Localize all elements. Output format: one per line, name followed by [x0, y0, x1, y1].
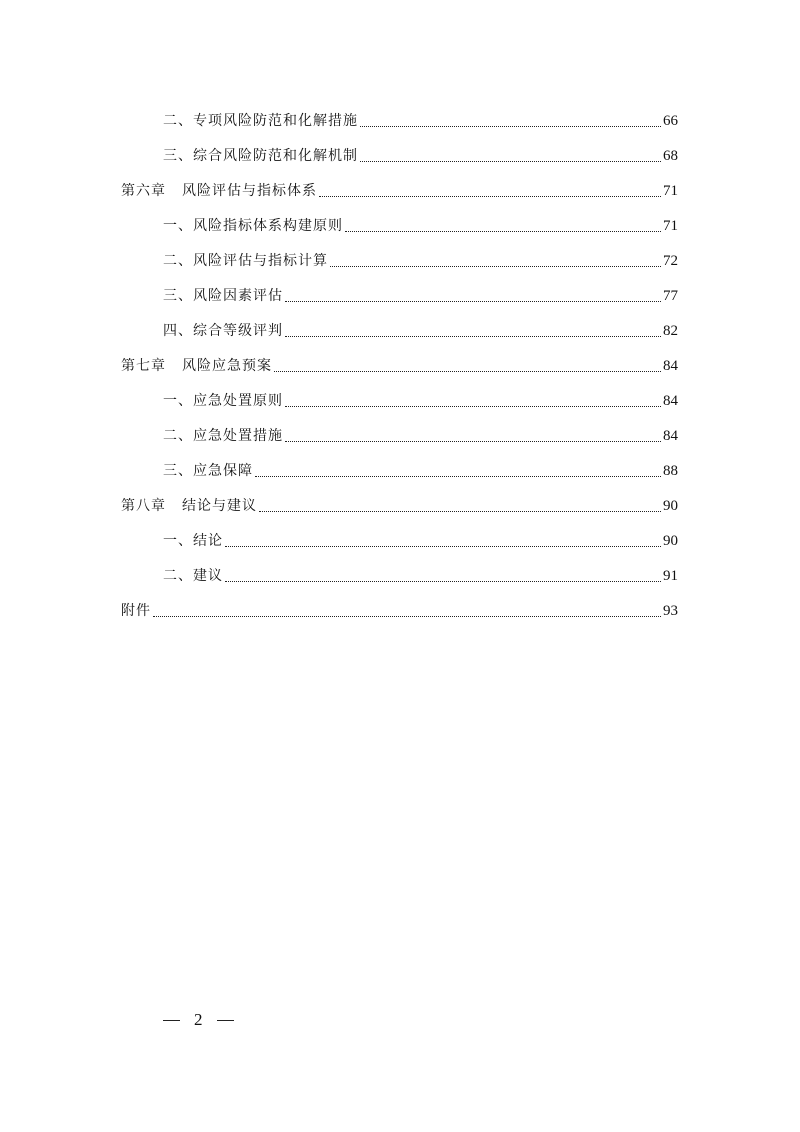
toc-entry-page: 93: [663, 603, 678, 619]
toc-chapter-entry[interactable]: [121, 355, 678, 377]
dot-leader: [285, 441, 661, 442]
toc-chapter-heading: [121, 355, 272, 377]
toc-entry-title: 一、结论: [163, 533, 223, 549]
chapter-number: 第八章: [121, 498, 166, 514]
page-footer: [163, 1008, 234, 1032]
toc-entry-title: 二、风险评估与指标计算: [163, 253, 328, 269]
dot-leader: [360, 126, 661, 127]
dot-leader: [285, 406, 661, 407]
dot-leader: [153, 616, 661, 617]
dot-leader: [255, 476, 661, 477]
toc-entry-page: 72: [663, 253, 678, 269]
toc-entry-title: 附件: [121, 603, 151, 619]
toc-entry-page: 88: [663, 463, 678, 479]
toc-entry-page: 90: [663, 498, 678, 514]
toc-entry[interactable]: [163, 145, 678, 167]
chapter-number: 第六章: [121, 183, 166, 199]
toc-chapter-entry[interactable]: [121, 495, 678, 517]
toc-entry-page: 91: [663, 568, 678, 584]
dot-leader: [274, 371, 661, 372]
chapter-number: 第七章: [121, 358, 166, 374]
toc-entry-title: 四、综合等级评判: [163, 323, 283, 339]
toc-entry-page: 66: [663, 113, 678, 129]
toc-entry-page: 71: [663, 183, 678, 199]
toc-entry-page: 84: [663, 393, 678, 409]
toc-entry-page: 84: [663, 428, 678, 444]
toc-entry-title: 二、专项风险防范和化解措施: [163, 113, 358, 129]
toc-entry[interactable]: [163, 565, 678, 587]
toc-entry[interactable]: [163, 250, 678, 272]
toc-entry-title: 三、风险因素评估: [163, 288, 283, 304]
dot-leader: [225, 546, 661, 547]
toc-entry-appendix[interactable]: [121, 600, 678, 622]
toc-entry[interactable]: [163, 460, 678, 482]
toc-entry-page: 82: [663, 323, 678, 339]
toc-chapter-heading: [121, 495, 257, 517]
dot-leader: [345, 231, 661, 232]
toc-entry-page: 71: [663, 218, 678, 234]
chapter-title: 结论与建议: [182, 498, 257, 514]
page-number: 2: [194, 1010, 203, 1029]
toc-entry[interactable]: [163, 215, 678, 237]
dot-leader: [360, 161, 661, 162]
footer-dash-right: [217, 1020, 234, 1021]
chapter-title: 风险应急预案: [182, 358, 272, 374]
toc-entry-page: 84: [663, 358, 678, 374]
toc-entry-title: 一、风险指标体系构建原则: [163, 218, 343, 234]
dot-leader: [285, 301, 661, 302]
toc-entry-page: 68: [663, 148, 678, 164]
chapter-title: 风险评估与指标体系: [182, 183, 317, 199]
toc-entry[interactable]: [163, 390, 678, 412]
toc-entry[interactable]: [163, 285, 678, 307]
toc-entry-title: 三、综合风险防范和化解机制: [163, 148, 358, 164]
toc-chapter-heading: [121, 180, 317, 202]
toc-entry-title: 二、应急处置措施: [163, 428, 283, 444]
dot-leader: [319, 196, 661, 197]
toc-entry[interactable]: [163, 425, 678, 447]
dot-leader: [330, 266, 661, 267]
toc-entry-title: 三、应急保障: [163, 463, 253, 479]
toc-entry-page: 77: [663, 288, 678, 304]
toc-entry-page: 90: [663, 533, 678, 549]
toc-entry[interactable]: [163, 320, 678, 342]
footer-dash-left: [163, 1020, 180, 1021]
dot-leader: [225, 581, 661, 582]
toc-entry[interactable]: [163, 110, 678, 132]
dot-leader: [259, 511, 661, 512]
toc-chapter-entry[interactable]: [121, 180, 678, 202]
toc-entry[interactable]: [163, 530, 678, 552]
dot-leader: [285, 336, 661, 337]
toc-entry-title: 一、应急处置原则: [163, 393, 283, 409]
toc-entry-title: 二、建议: [163, 568, 223, 584]
